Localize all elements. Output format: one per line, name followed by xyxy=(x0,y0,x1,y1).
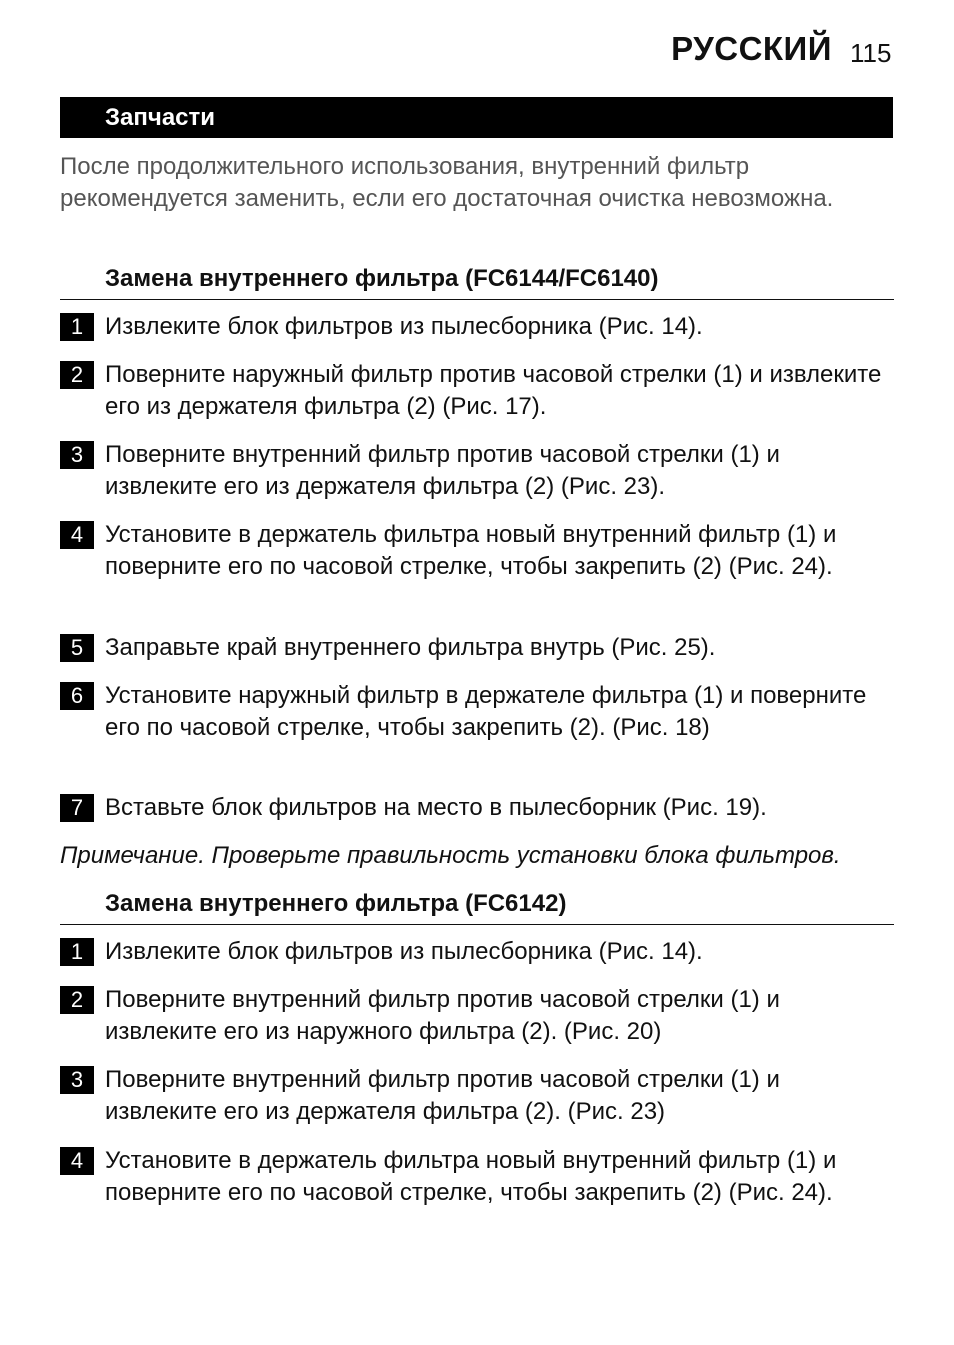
note-text: Примечание. Проверьте правильность установки блока фильтров. xyxy=(60,842,841,869)
step-text: Поверните наружный фильтр против часовой стрелки (1) и извлеките его из держателя фильтра (2) (Рис. 17). xyxy=(105,361,882,420)
step-number: 4 xyxy=(60,1147,94,1175)
step-text: Вставьте блок фильтров на место в пылесборник (Рис. 19). xyxy=(105,794,767,821)
subsection-heading-fc6144 xyxy=(60,263,894,300)
step-text: Заправьте край внутреннего фильтра внутрь (Рис. 25). xyxy=(105,634,716,661)
language-heading: РУССКИЙ xyxy=(671,30,832,67)
subsection-title: Замена внутреннего фильтра (FC6144/FC6140) xyxy=(105,265,659,292)
section-title: Запчасти xyxy=(105,104,216,131)
step-text: Поверните внутренний фильтр против часовой стрелки (1) и извлеките его из держателя фильтра (2) (Рис. 23). xyxy=(105,441,780,500)
step-number: 3 xyxy=(60,441,94,469)
section-title-bar xyxy=(60,97,893,138)
step-text: Установите в держатель фильтра новый внутренний фильтр (1) и поверните его по часовой стрелке, чтобы закрепить (2) (Рис. 24). xyxy=(105,521,837,580)
step-number: 6 xyxy=(60,682,94,710)
step-text: Извлеките блок фильтров из пылесборника (Рис. 14). xyxy=(105,313,703,340)
step-text: Установите наружный фильтр в держателе фильтра (1) и поверните его по часовой стрелке, чтобы закрепить (2). (Рис. 18) xyxy=(105,682,867,741)
step-number: 2 xyxy=(60,986,94,1014)
step-number: 3 xyxy=(60,1066,94,1094)
step-text: Поверните внутренний фильтр против часовой стрелки (1) и извлеките его из держателя фильтра (2). (Рис. 23) xyxy=(105,1066,780,1125)
step-number: 1 xyxy=(60,313,94,341)
step-number: 4 xyxy=(60,521,94,549)
step-text: Извлеките блок фильтров из пылесборника (Рис. 14). xyxy=(105,938,703,965)
step-number: 7 xyxy=(60,794,94,822)
page-number: 115 xyxy=(850,38,892,68)
step-number: 2 xyxy=(60,361,94,389)
subsection-heading-fc6142 xyxy=(60,888,894,925)
subsection-title: Замена внутреннего фильтра (FC6142) xyxy=(105,890,567,917)
step-text: Поверните внутренний фильтр против часовой стрелки (1) и извлеките его из наружного фильтра (2). (Рис. 20) xyxy=(105,986,780,1045)
intro-paragraph: После продолжительного использования, внутренний фильтр рекомендуется заменить, если его достаточная очистка невозможна. xyxy=(60,153,834,212)
step-number: 1 xyxy=(60,938,94,966)
step-number: 5 xyxy=(60,634,94,662)
step-text: Установите в держатель фильтра новый внутренний фильтр (1) и поверните его по часовой стрелке, чтобы закрепить (2) (Рис. 24). xyxy=(105,1147,837,1206)
